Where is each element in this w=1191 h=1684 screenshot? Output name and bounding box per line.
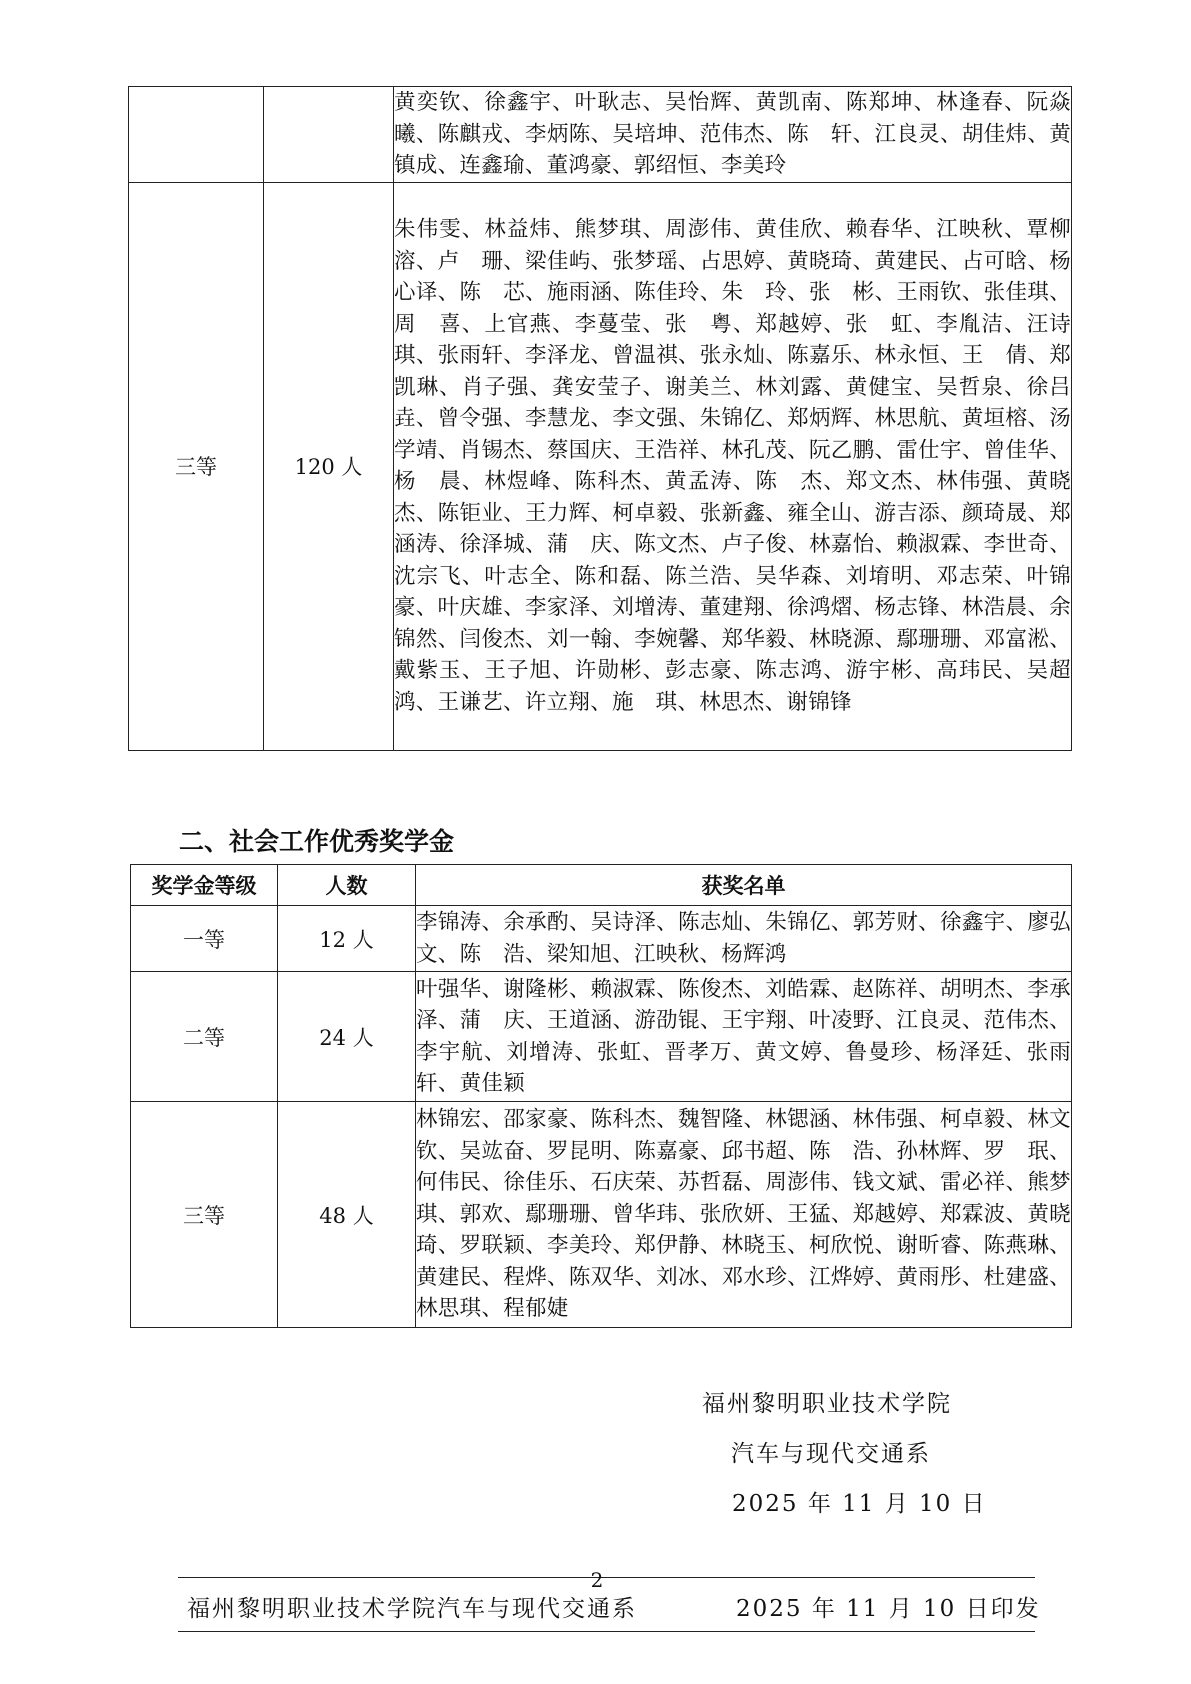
signature-date: 2025 年 11 月 10 日 <box>732 1491 987 1517</box>
table-row <box>131 906 1072 972</box>
winners-list-cell: 林锦宏、邵家豪、陈科杰、魏智隆、林锶涵、林伟强、柯卓毅、林文钦、吴竑奋、罗昆明、陈嘉豪、邱书超、陈 浩、孙林辉、罗 珉、何伟民、徐佳乐、石庆荣、苏哲磊、周澎伟、钱文斌、雷必祥、熊梦琪、郭欢、鄢珊珊、曾华玮、张欣妍、王猛、郑越婷、郑霖波、黄晓琦、罗联颖、李美玲、郑伊静、林晓玉、柯欣悦、谢昕睿、陈燕琳、黄建民、程烨、陈双华、刘冰、邓水珍、江烨婷、黄雨彤、杜建盛、林思琪、程郁婕 <box>416 1102 1072 1328</box>
table-header-row <box>131 865 1072 906</box>
grade-cell: 三等 <box>131 1102 278 1328</box>
footer-divider-top <box>178 1577 1035 1578</box>
table-row <box>129 182 1072 750</box>
count-cell <box>264 87 394 183</box>
table-row <box>129 87 1072 183</box>
grade-cell: 一等 <box>131 906 278 972</box>
page-number: 2 <box>590 1568 604 1592</box>
header-grade: 奖学金等级 <box>131 865 278 906</box>
header-count: 人数 <box>278 865 416 906</box>
scholarship-table-continued <box>128 86 1072 751</box>
grade-cell: 三等 <box>129 182 264 750</box>
signature-department: 汽车与现代交通系 <box>731 1441 931 1467</box>
grade-cell <box>129 87 264 183</box>
winners-list-cell: 李锦涛、余承酌、吴诗泽、陈志灿、朱锦亿、郭芳财、徐鑫宇、廖弘文、陈 浩、梁知旭、江映秋、杨辉鸿 <box>416 906 1072 972</box>
winners-list-cell: 叶强华、谢隆彬、赖淑霖、陈俊杰、刘皓霖、赵陈祥、胡明杰、李承泽、蒲 庆、王道涵、游劭锟、王宇翔、叶凌野、江良灵、范伟杰、李宇航、刘增涛、张虹、晋孝万、黄文婷、鲁曼珍、杨泽廷、张雨轩、黄佳颖 <box>416 972 1072 1102</box>
social-work-scholarship-table <box>130 864 1072 1328</box>
footer-divider-bottom <box>178 1631 1035 1632</box>
count-cell: 24 人 <box>278 972 416 1102</box>
signature-organization: 福州黎明职业技术学院 <box>702 1391 952 1417</box>
table-row <box>131 972 1072 1102</box>
footer-issue-date: 2025 年 11 月 10 日印发 <box>736 1596 1041 1622</box>
grade-cell: 二等 <box>131 972 278 1102</box>
count-cell: 12 人 <box>278 906 416 972</box>
section-title: 二、社会工作优秀奖学金 <box>179 827 455 856</box>
footer-issuer: 福州黎明职业技术学院汽车与现代交通系 <box>187 1596 637 1622</box>
count-cell: 48 人 <box>278 1102 416 1328</box>
winners-list-cell: 朱伟雯、林益炜、熊梦琪、周澎伟、黄佳欣、赖春华、江映秋、覃柳溶、卢 珊、梁佳屿、张梦瑶、占思婷、黄晓琦、黄建民、占可晗、杨心译、陈 芯、施雨涵、陈佳玲、朱 玲、张 彬、王雨钦、张佳琪、周 喜、上官燕、李蔓莹、张 粤、郑越婷、张 虹、李胤洁、汪诗琪、张雨轩、李泽龙、曾温祺、张永灿、陈嘉乐、林永恒、王 倩、郑凯琳、肖子强、龚安莹子、谢美兰、林刘露、黄健宝、吴哲泉、徐吕垚、曾令强、李慧龙、李文强、朱锦亿、郑炳辉、林思航、黄垣榕、汤学靖、肖锡杰、蔡国庆、王浩祥、林孔茂、阮乙鹏、雷仕宇、曾佳华、杨 晨、林煜峰、陈科杰、黄孟涛、陈 杰、郑文杰、林伟强、黄晓杰、陈钜业、王力辉、柯卓毅、张新鑫、雍全山、游吉添、颜琦晟、郑涵涛、徐泽城、蒲 庆、陈文杰、卢子俊、林嘉怡、赖淑霖、李世奇、沈宗飞、叶志全、陈和磊、陈兰浩、吴华森、刘堉明、邓志荣、叶锦豪、叶庆雄、李家泽、刘增涛、董建翔、徐鸿熠、杨志锋、林浩晨、余锦然、闫俊杰、刘一翰、李婉馨、郑华毅、林晓源、鄢珊珊、邓富淞、戴紫玉、王子旭、许勋彬、彭志豪、陈志鸿、游宇彬、高玮民、吴超鸿、王谦艺、许立翔、施 琪、林思杰、谢锦锋 <box>394 182 1072 750</box>
count-cell: 120 人 <box>264 182 394 750</box>
winners-list-cell: 黄奕钦、徐鑫宇、叶耿志、吴怡辉、黄凯南、陈郑坤、林逢春、阮焱曦、陈麒戎、李炳陈、吴培坤、范伟杰、陈 轩、江良灵、胡佳炜、黄镇成、连鑫瑜、董鸿豪、郭绍恒、李美玲 <box>394 87 1072 183</box>
table-row <box>131 1102 1072 1328</box>
header-winners: 获奖名单 <box>416 865 1072 906</box>
